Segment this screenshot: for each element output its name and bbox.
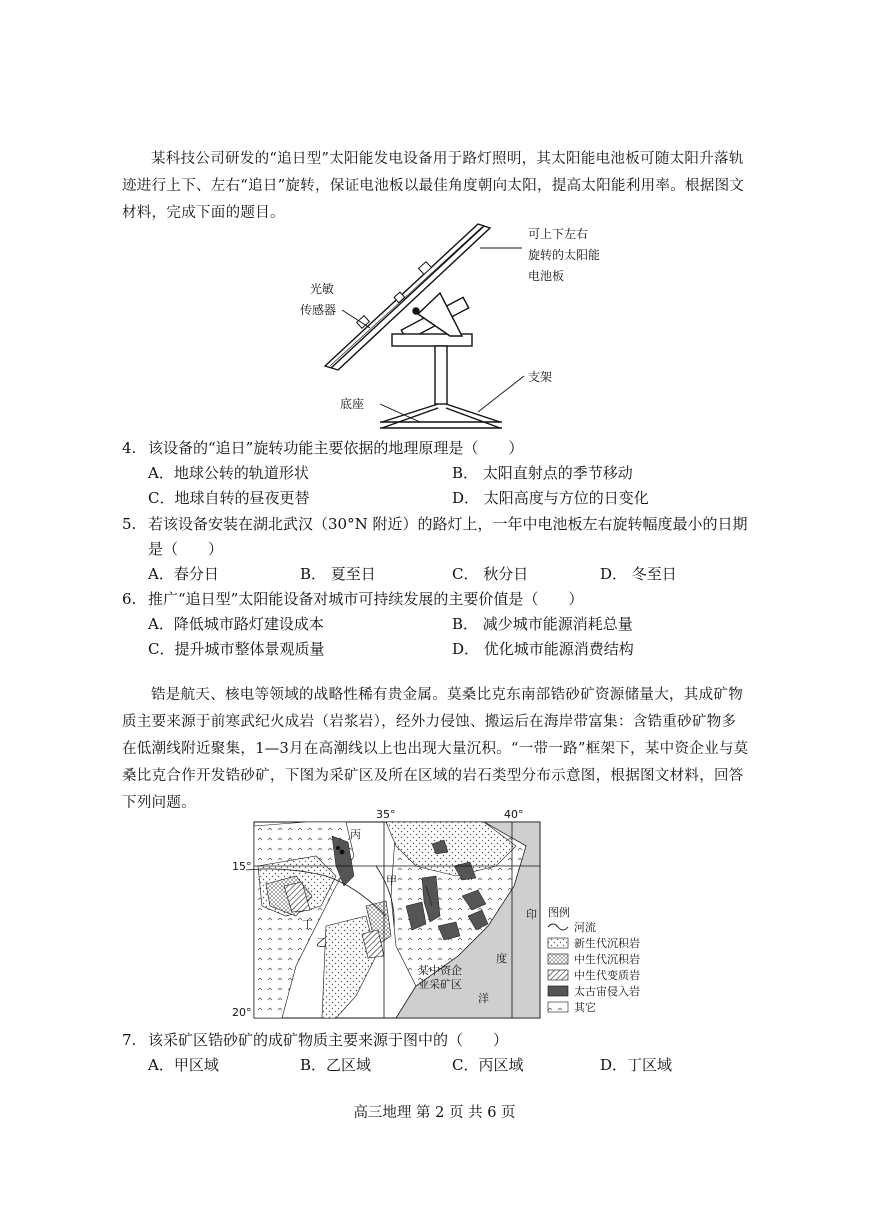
sensor-label-2: 传感器: [300, 303, 337, 317]
question-5: [122, 512, 762, 537]
q6-option-b: B． 减少城市能源消耗总量: [452, 615, 633, 633]
page-footer: 高三地理 第 2 页 共 6 页: [353, 1105, 516, 1121]
q7-option-d: D．丁区域: [600, 1056, 673, 1074]
question-text: 若该设备安装在湖北武汉（30°N 附近）的路灯上，一年中电池板左右旋转幅度最小的日期: [148, 515, 748, 533]
passage-zircon: 锆是航天、核电等领域的战略性稀有贵金属。莫桑比克东南部锆砂矿资源储量大，其成矿物质主要来源于前寒武纪火成岩（岩浆岩），经外力侵蚀、搬运后在海岸带富集：含锆重砂矿物多在低潮线附近聚集，1—3月在高潮线以上也出现大量沉积。“一带一路”框架下，某中资企业与莫桑比克合作开发锆砂矿，下图为采矿区及所在区域的岩石类型分布示意图，根据图文材料，回答下列问题。: [122, 687, 749, 811]
q4-option-b: B． 太阳直射点的季节移动: [452, 464, 633, 482]
q5-option-b: B． 夏至日: [300, 565, 376, 583]
solar-tracker-figure: [290, 218, 620, 430]
mine-label-2: 业采矿区: [418, 978, 462, 991]
legend-title: 图例: [548, 906, 570, 919]
panel-label-2: 旋转的太阳能: [528, 248, 601, 262]
question-4: [122, 436, 762, 461]
question-text: 该采矿区锆砂矿的成矿物质主要来源于图中的（ ）: [148, 1031, 509, 1049]
lat-label-20: 20°: [232, 1006, 252, 1019]
panel-label-3: 电池板: [528, 269, 565, 283]
legend-mesozoic-sedimentary: 中生代沉积岩: [574, 953, 640, 966]
legend-river: 河流: [574, 921, 596, 934]
q4-option-c: C．地球自转的昼夜更替: [148, 489, 310, 507]
sensor-label-1: 光敏: [310, 282, 335, 296]
support-label: 支架: [528, 370, 553, 384]
question-6: [122, 587, 762, 612]
q5-option-a: A．春分日: [148, 565, 219, 583]
q6-option-d: D． 优化城市能源消费结构: [452, 640, 634, 658]
question-number: 5.: [122, 515, 137, 533]
question-text: 该设备的“追日”旋转功能主要依据的地理原理是（ ）: [148, 439, 524, 457]
passage-solar-device: 某科技公司研发的“追日型”太阳能发电设备用于路灯照明，其太阳能电池板可随太阳升落轨迹进行上下、左右“追日”旋转，保证电池板以最佳角度朝向太阳，提高太阳能利用率。根据图文材料，完成下面的题目。: [122, 151, 745, 221]
q6-option-c: C．提升城市整体景观质量: [148, 640, 325, 658]
solar-panel: [325, 224, 490, 370]
region-yi: 乙: [316, 936, 327, 949]
rock-type-map: [226, 806, 656, 1022]
q7-option-a: A．甲区域: [148, 1056, 219, 1074]
region-bing: 丙: [350, 828, 361, 841]
q5-option-d: D． 冬至日: [600, 565, 677, 583]
ocean-label-1: 印: [526, 908, 537, 921]
region-jia: 甲: [386, 874, 397, 887]
ocean-label-3: 洋: [478, 992, 489, 1005]
q7-option-b: B．乙区域: [300, 1056, 372, 1074]
region-ding: 丁: [302, 918, 313, 931]
panel-label-1: 可上下左右: [528, 227, 589, 241]
legend-mesozoic-metamorphic: 中生代变质岩: [574, 969, 640, 982]
question-number: 7.: [122, 1031, 137, 1049]
lat-label-15: 15°: [232, 860, 252, 873]
lon-label-35: 35°: [376, 808, 396, 821]
question-number: 4.: [122, 439, 137, 457]
question-text: 推广“追日型”太阳能设备对城市可持续发展的主要价值是（ ）: [148, 590, 584, 608]
question-number: 6.: [122, 590, 137, 608]
legend-other: 其它: [574, 1001, 596, 1014]
legend-cenozoic-sedimentary: 新生代沉积岩: [574, 937, 640, 950]
q4-option-d: D． 太阳高度与方位的日变化: [452, 489, 649, 507]
q4-option-a: A．地球公转的轨道形状: [148, 464, 309, 482]
q5-option-c: C． 秋分日: [452, 565, 529, 583]
q6-option-a: A．降低城市路灯建设成本: [148, 615, 324, 633]
legend-archean-intrusive: 太古宙侵入岩: [574, 985, 640, 998]
base-label: 底座: [340, 397, 365, 411]
q7-option-c: C．丙区域: [452, 1056, 524, 1074]
mine-label-1: 某中资企: [418, 964, 462, 977]
lon-label-40: 40°: [504, 808, 524, 821]
question-7: [122, 1028, 762, 1053]
map-legend: [548, 905, 640, 1014]
ocean-label-2: 度: [496, 952, 507, 965]
question-5-cont: 是（ ）: [148, 540, 224, 558]
